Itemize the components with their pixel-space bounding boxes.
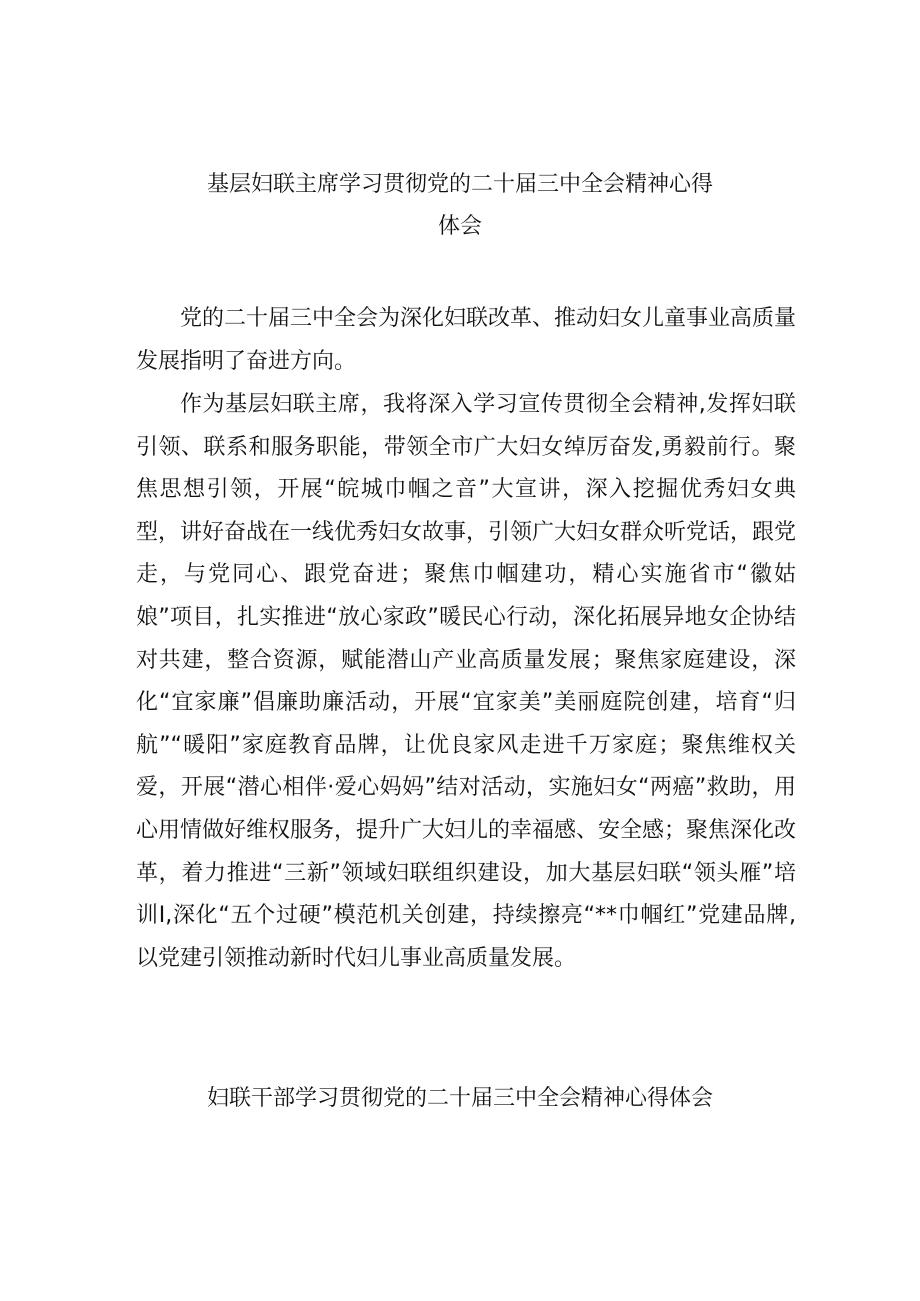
title-line-1: 基层妇联主席学习贯彻党的二十届三中全会精神心得 [206,172,713,197]
next-section-title: 妇联干部学习贯彻党的二十届三中全会精神心得体会 [206,1086,713,1111]
document-title [0,164,920,248]
paragraph-main-block [136,384,796,980]
title-line-2: 体会 [437,214,482,239]
paragraph-intro: 党的二十届三中全会为深化妇联改革、推动妇女儿童事业高质量发展指明了奋进方向。 [136,306,797,374]
paragraph-intro-block [136,298,796,383]
paragraph-main: 作为基层妇联主席，我将深入学习宣传贯彻全会精神,发挥妇联引领、联系和服务职能，带领全市广大妇女绰厉奋发,勇毅前行。聚焦思想引领，开展“皖城巾帼之音”大宣讲，深入挖掘优秀妇女典型，讲好奋战在一线优秀妇女故事，引领广大妇女群众听党话，跟党走，与党同心、跟党奋进；聚焦巾帼建功，精心实施省市“徽姑娘”项目，扎实推进“放心家政”暖民心行动，深化拓展异地女企协结对共建，整合资源，赋能潜山产业高质量发展；聚焦家庭建设，深化“宜家廉”倡廉助廉活动，开展“宜家美”美丽庭院创建，培育“归航”“暖阳”家庭教育品牌，让优良家风走进千万家庭；聚焦维权关爱，开展“潜心相伴·爱心妈妈”结对活动，实施妇女“两癌”救助，用心用情做好维权服务，提升广大妇儿的幸福感、安全感；聚焦深化改革，着力推进“三新”领域妇联组织建设，加大基层妇联“领头雁”培训I,深化“五个过硬”模范机关创建，持续擦亮“**巾帼红”党建品牌,以党建引领推动新时代妇儿事业高质量发展。 [136,392,797,971]
